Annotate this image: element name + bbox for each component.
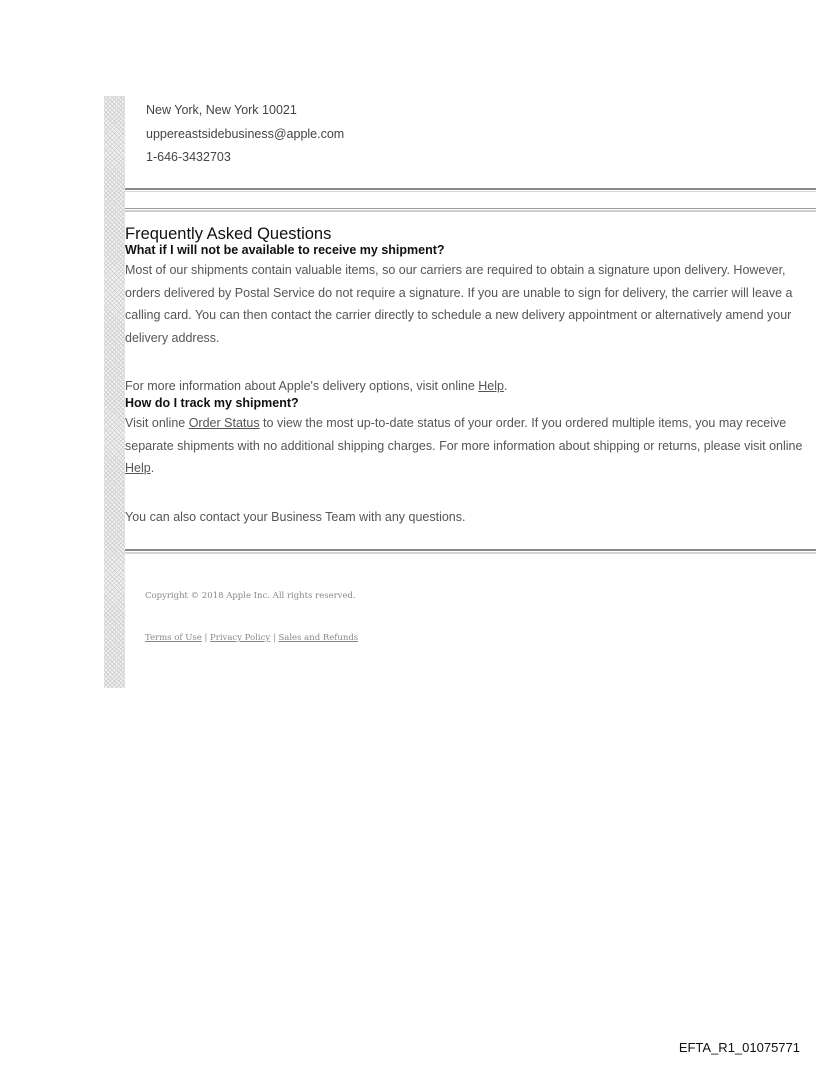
address-email: uppereastsidebusiness@apple.com <box>146 127 345 141</box>
terms-of-use-link[interactable]: Terms of Use <box>145 633 202 643</box>
faq-title: Frequently Asked Questions <box>125 225 332 243</box>
divider-top <box>125 188 816 190</box>
answer-2-prefix: Visit online <box>125 416 189 430</box>
footer-links <box>145 633 358 643</box>
answer-2-suffix: . <box>150 461 155 475</box>
footer-separator: | <box>270 633 279 643</box>
divider-bottom-shadow <box>125 552 816 554</box>
divider-upper <box>125 208 816 209</box>
faq-question-1: What if I will not be available to receive my shipment? <box>125 243 445 257</box>
divider-upper-shadow <box>125 210 816 212</box>
more-info-suffix: . <box>503 379 508 393</box>
help-link-1[interactable]: Help <box>478 379 504 393</box>
privacy-policy-link[interactable]: Privacy Policy <box>210 633 271 643</box>
left-gutter <box>104 96 125 688</box>
divider-top-shadow <box>125 191 816 192</box>
help-link-2[interactable]: Help <box>125 461 151 475</box>
divider-bottom <box>125 549 816 551</box>
faq-question-2: How do I track my shipment? <box>125 396 299 410</box>
sales-and-refunds-link[interactable]: Sales and Refunds <box>278 633 359 643</box>
order-status-link[interactable]: Order Status <box>188 416 260 430</box>
more-info-prefix: For more information about Apple's delivery options, visit online <box>125 379 479 393</box>
faq-contact-line: You can also contact your Business Team with any questions. <box>125 510 466 524</box>
faq-answer-2 <box>125 412 813 480</box>
address-phone: 1-646-3432703 <box>146 150 231 164</box>
faq-answer-1: Most of our shipments contain valuable items, so our carriers are required to obtain a signature upon delivery. However, orders delivered by Postal Service do not require a signature. If you are unable to sign for delivery, the carrier will leave a calling card. You can then contact the carrier directly to schedule a new delivery appointment or alternatively amend your delivery address. <box>125 263 793 345</box>
faq-more-info-1 <box>125 375 813 398</box>
answer-2-middle: to view the most up-to-date status of your order. If you ordered multiple items, you may receive separate shipments with no additional shipping charges. For more information about shipping or returns, please visit online <box>125 416 803 453</box>
footer-separator: | <box>201 633 211 643</box>
document-id: EFTA_R1_01075771 <box>678 1040 800 1055</box>
footer-copyright: Copyright © 2018 Apple Inc. All rights reserved. <box>145 591 356 601</box>
address-city-line: New York, New York 10021 <box>146 103 297 117</box>
